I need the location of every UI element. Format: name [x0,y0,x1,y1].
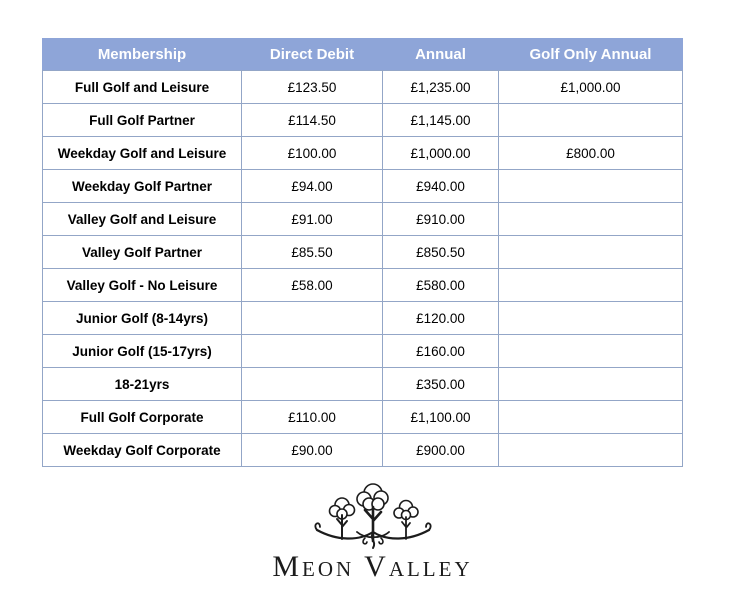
price-cell [499,335,683,368]
price-cell [499,302,683,335]
table-row [43,137,683,170]
table-row [43,236,683,269]
price-cell: £580.00 [383,269,499,302]
column-header-annual: Annual [383,39,499,71]
price-cell: £91.00 [242,203,383,236]
price-cell [499,203,683,236]
membership-name-cell: Full Golf Partner [43,104,242,137]
membership-name-cell: Junior Golf (15-17yrs) [43,335,242,368]
price-cell [499,236,683,269]
table-row [43,302,683,335]
price-cell: £1,100.00 [383,401,499,434]
logo-text: Meon Valley [272,550,473,583]
price-cell: £1,000.00 [499,71,683,104]
price-cell: £800.00 [499,137,683,170]
price-cell [242,302,383,335]
membership-name-cell: Valley Golf Partner [43,236,242,269]
table-body [43,71,683,467]
table-row [43,401,683,434]
price-cell [499,401,683,434]
price-cell: £114.50 [242,104,383,137]
table-row [43,170,683,203]
table-row [43,71,683,104]
membership-name-cell: Weekday Golf and Leisure [43,137,242,170]
price-cell: £94.00 [242,170,383,203]
header-row [43,39,683,71]
price-cell: £85.50 [242,236,383,269]
price-cell: £1,000.00 [383,137,499,170]
table-row [43,368,683,401]
price-cell [499,104,683,137]
price-cell: £850.50 [383,236,499,269]
price-cell [499,434,683,467]
price-cell: £123.50 [242,71,383,104]
price-cell [499,170,683,203]
membership-pricing-table [42,38,683,467]
membership-name-cell: 18-21yrs [43,368,242,401]
price-cell: £100.00 [242,137,383,170]
price-cell: £350.00 [383,368,499,401]
price-cell: £910.00 [383,203,499,236]
table-row [43,434,683,467]
column-header-golf-only-annual: Golf Only Annual [499,39,683,71]
column-header-membership: Membership [43,39,242,71]
price-cell [242,335,383,368]
table-row [43,203,683,236]
membership-name-cell: Full Golf Corporate [43,401,242,434]
price-cell: £1,235.00 [383,71,499,104]
price-cell: £160.00 [383,335,499,368]
membership-name-cell: Junior Golf (8-14yrs) [43,302,242,335]
column-header-direct-debit: Direct Debit [242,39,383,71]
table-row [43,269,683,302]
price-cell: £1,145.00 [383,104,499,137]
price-cell: £940.00 [383,170,499,203]
table-row [43,335,683,368]
price-cell: £110.00 [242,401,383,434]
meon-valley-logo [0,483,745,582]
price-cell: £90.00 [242,434,383,467]
price-cell [499,269,683,302]
price-cell [242,368,383,401]
price-cell [499,368,683,401]
table-row [43,104,683,137]
membership-name-cell: Full Golf and Leisure [43,71,242,104]
price-cell: £120.00 [383,302,499,335]
membership-name-cell: Valley Golf and Leisure [43,203,242,236]
membership-name-cell: Valley Golf - No Leisure [43,269,242,302]
membership-name-cell: Weekday Golf Corporate [43,434,242,467]
price-cell: £58.00 [242,269,383,302]
price-cell: £900.00 [383,434,499,467]
membership-name-cell: Weekday Golf Partner [43,170,242,203]
three-trees-flourish-icon [307,483,439,551]
